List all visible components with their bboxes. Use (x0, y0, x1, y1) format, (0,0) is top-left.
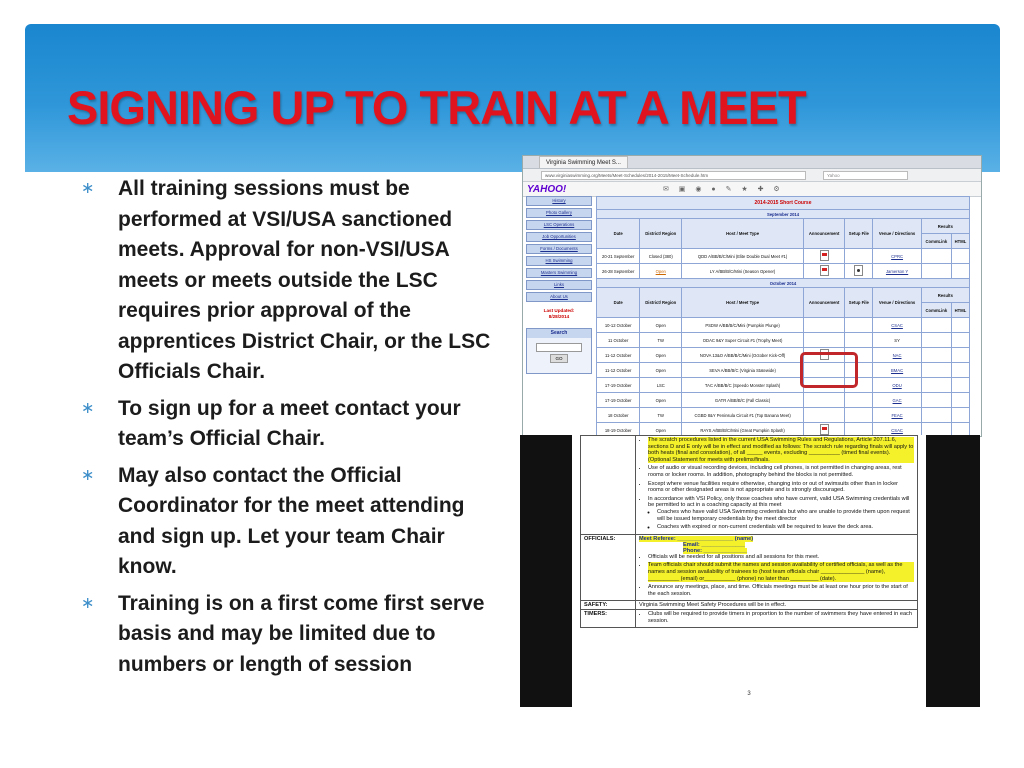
bullet-icon: ∗ (81, 399, 95, 417)
col-header: Venue / Directions (873, 288, 921, 318)
browser-search-input[interactable]: Yahoo (823, 171, 908, 180)
nav-item[interactable]: About Us (526, 292, 592, 302)
rule-item: • In accordance with VSI Policy, only those coaches who have current, valid USA Swimming credentials will be permitted to act in a coaching capacity at this meet ◦ Coaches who have valid USA Swimming credentials but who are unable to provide them upon request will be issued temporary credentials by the meet director ◦ Coaches with expired or non-current credentials will be required to leave the deck area. (648, 496, 914, 531)
referee-line: Meet Referee: __________________ (name) (639, 535, 754, 542)
season-title: 2014-2015 Short Course (597, 197, 970, 210)
col-header: Setup File (845, 219, 873, 249)
browser-tab[interactable]: Virginia Swimming Meet S... (539, 156, 628, 168)
yahoo-logo[interactable]: YAHOO! (527, 184, 567, 195)
bullet-item: ∗ Training is on a first come first serve basis and may be limited due to numbers or length of session (81, 589, 501, 681)
table-row: 11-12 October Open NOVA 13&O A/BB/B/C/Mini (October Kick-Off) NAC (597, 348, 970, 363)
site-search-input[interactable] (536, 343, 582, 352)
col-header: Date (597, 288, 640, 318)
venue-link[interactable]: BMAC (891, 367, 904, 373)
rule-subitem: ◦ Coaches who have valid USA Swimming credentials but who are unable to provide them upon request will be issued temporary credentials by the meet director (657, 509, 914, 522)
toolbar-icons: ✉ ▣ ◉ ● ✎ ★ ✚ ⚙ (663, 186, 784, 193)
col-subheader: HTML (951, 234, 969, 249)
table-row: 17-19 October Open GATR A/BB/B/C (Fall Classic) GAC (597, 393, 970, 408)
rule-item: • Use of audio or visual recording devices, including cell phones, is not permitted in changing areas, rest rooms or locker rooms. In addition, photography behind the blocks is not permitted. (648, 465, 914, 478)
rule-item: • Officials will be needed for all positions and all sessions for this meet. (648, 554, 914, 561)
url-input[interactable]: www.virginiaswimming.org/Meets/Meet-Schedules/2014-2015/Meet-Schedule.htm (541, 171, 806, 180)
venue-link[interactable]: CPRC (891, 253, 904, 259)
bullet-list (81, 174, 501, 686)
col-header: Setup File (845, 288, 873, 318)
go-button[interactable]: GO (550, 354, 568, 363)
pdf-icon[interactable] (820, 250, 829, 261)
last-updated: Last Updated: 8/28/2014 (543, 308, 575, 319)
col-header: Announcement (804, 288, 845, 318)
nav-item[interactable]: Job Opportunities (526, 232, 592, 242)
table-row: 10-12 October Open PSDW A/BB/B/C/Mini (Pumpkin Plunge) CSAC (597, 318, 970, 333)
page-number: 3 (747, 691, 751, 697)
nav-item[interactable]: Forms / Documents (526, 244, 592, 254)
bullet-item: ∗ May also contact the Official Coordinator for the meet attending and sign up. Let your team Chair know. (81, 461, 501, 583)
table-row: 18 October TW CGBD 8&Y Peninsula Circuit #1 (Top Banana Meet) FEAC (597, 408, 970, 423)
site-search-panel (526, 328, 592, 374)
bullet-item: ∗ All training sessions must be performed at VSI/USA sanctioned meets. Approval for non-VSI/USA meets or meets outside the LSC requires prior approval of the apprentices District Chair, or the LSC Officials Chair. (81, 174, 501, 388)
table-row: 11-12 October Open SEVA A/BB/B/C (Virginia Statewide) BMAC (597, 363, 970, 378)
bullet-icon: ∗ (81, 466, 95, 484)
safety-label: SAFETY: (581, 601, 636, 610)
meet-announcement-image (520, 435, 980, 707)
browser-screenshot (522, 155, 982, 437)
meet-schedule-table (596, 196, 970, 437)
col-header: Results (921, 288, 969, 303)
highlight-box (800, 352, 858, 388)
nav-item[interactable]: History (526, 196, 592, 206)
bullet-icon: ∗ (81, 594, 95, 612)
col-header: Venue / Directions (873, 219, 921, 249)
nav-item[interactable]: LSC Operations (526, 220, 592, 230)
col-header: Results (921, 219, 969, 234)
rule-item: • Announce any meetings, place, and time. Officials meetings must be at least one hour prior to the start of the each session. (648, 584, 914, 597)
pdf-icon[interactable] (820, 265, 829, 276)
table-row: 17-19 October LSC TAC A/BB/B/C (Speedo Monster Splash) ODU (597, 378, 970, 393)
bullet-item: ∗ To sign up for a meet contact your team’s Official Chair. (81, 394, 501, 455)
venue-link[interactable]: GAC (892, 397, 902, 403)
table-row: 20-21 September Closed (380) QDD A/BB/B/C/Mini (Elite Double Dual Meet #1) CPRC (597, 249, 970, 264)
officials-label: OFFICIALS: (581, 534, 636, 601)
col-header: District/ Region (640, 219, 682, 249)
nav-item[interactable]: Masters Swimming (526, 268, 592, 278)
pdf-icon[interactable] (820, 424, 829, 435)
nav-item[interactable]: Photo Gallery (526, 208, 592, 218)
rule-item: • The scratch procedures listed in the current USA Swimming Rules and Regulations, Article 207.11.6, sections D and E only will be in effect and modified as follows: The scratch rule regarding finals will apply to both heats (final and consolation), of all _____ events, excluding __________ (timed final events). (Optional Statement for meets with prelims/finals. (648, 437, 914, 463)
browser-tab-bar (523, 156, 981, 169)
nav-item[interactable]: HS Swimming (526, 256, 592, 266)
meet-rules-table (580, 435, 918, 628)
timers-label: TIMERS: (581, 610, 636, 628)
safety-text: Virginia Swimming Meet Safety Procedures will be in effect. (636, 601, 918, 610)
col-header: Host / Meet Type (682, 288, 804, 318)
venue-link[interactable]: CSAC (891, 427, 903, 433)
venue-link[interactable]: Jamerson Y (885, 268, 909, 274)
document-page (572, 435, 926, 707)
col-header: District/ Region (640, 288, 682, 318)
table-row: 11 October TW ODAC 9&Y Super Circuit #1 (Trophy Meet) SY (597, 333, 970, 348)
site-sidebar (526, 196, 592, 374)
venue-link[interactable]: NAC (892, 352, 902, 358)
col-subheader: CommLink (921, 234, 951, 249)
col-subheader: CommLink (921, 303, 951, 318)
phone-line: Phone: ______________ (683, 547, 748, 554)
col-header: Host / Meet Type (682, 219, 804, 249)
rule-item: • Except where venue facilities require otherwise, changing into or out of swimsuits other than in locker rooms or other designated areas is not appropriate and is strongly discouraged. (648, 481, 914, 494)
venue-link[interactable]: CSAC (891, 322, 903, 328)
rule-item: • Team officials chair should submit the names and session availability of certified officials, as well as the names and session availability of trainees to (host team officials chair ______________ (name), __________ (email) or__________ (phone) no later than _________ (date). (648, 562, 914, 582)
email-line: Email: ______________ (683, 541, 745, 548)
table-row: 26-28 September Open LY A/BB/B/C/Mini (Season Opener) Jamerson Y (597, 264, 970, 279)
nav-item[interactable]: Links (526, 280, 592, 290)
month-header: October 2014 (597, 279, 970, 288)
slide (25, 24, 1000, 729)
venue-link[interactable]: FEAC (891, 412, 903, 418)
address-bar (523, 169, 981, 182)
col-header: Announcement (804, 219, 845, 249)
month-header: September 2014 (597, 210, 970, 219)
setup-file-icon[interactable] (854, 265, 863, 276)
rule-item: • Clubs will be required to provide timers in proportion to the number of swimmers they have entered in each session. (648, 611, 914, 624)
slide-title: SIGNING UP TO TRAIN AT A MEET (67, 81, 806, 134)
venue-link[interactable]: ODU (892, 382, 902, 388)
rule-subitem: ◦ Coaches with expired or non-current credentials will be required to leave the deck area. (657, 524, 914, 531)
table-row: 18-19 October Open RAYS A/BB/B/C/Mini (Great Pumpkin Splash) CSAC (597, 423, 970, 438)
col-subheader: HTML (951, 303, 969, 318)
site-search-label: Search (527, 329, 591, 338)
bullet-icon: ∗ (81, 180, 95, 197)
bookmarks-toolbar (523, 182, 981, 197)
col-header: Date (597, 219, 640, 249)
